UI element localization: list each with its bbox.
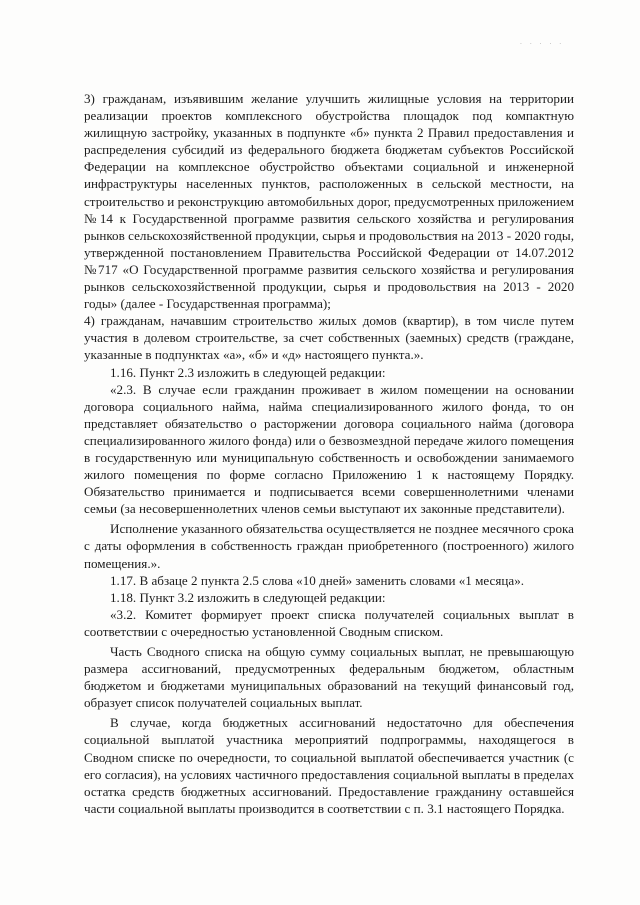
paragraph-list-part: Часть Сводного списка на общую сумму социальных выплат, не превышающую размера ассигнований, предусмотренных федеральным бюджетом, областным бюджетом и бюджетами муниципальных образований на текущий финансовый год, образует список получателей социальных выплат. [84, 644, 574, 711]
paragraph-item-4: 4) гражданам, начавшим строительство жилых домов (квартир), в том числе путем участия в долевом строительстве, за счет собственных (заемных) средств (граждане, указанные в подпунктах «а», «б» и «д» настоящего пункта.». [84, 313, 574, 363]
scan-marks: · · · · · [520, 41, 565, 48]
paragraph-1-16: 1.16. Пункт 2.3 изложить в следующей редакции: [110, 364, 386, 380]
paragraph-insufficient-funds: В случае, когда бюджетных ассигнований недостаточно для обеспечения социальной выплатой участника мероприятий подпрограммы, находящегося в Сводном списке по очередности, то социальной выплатой обеспечивается участник (с его согласия), на условиях частичного предоставления социальной выплаты в пределах остатка средств бюджетных ассигнований. Предоставление гражданину оставшейся части социальной выплаты производится в соответствии с п. 3.1 настоящего Порядка. [84, 715, 574, 816]
paragraph-1-17: 1.17. В абзаце 2 пункта 2.5 слова «10 дней» заменить словами «1 месяца». [110, 572, 525, 588]
paragraph-1-18: 1.18. Пункт 3.2 изложить в следующей редакции: [110, 589, 386, 605]
paragraph-obligation: Исполнение указанного обязательства осуществляется не позднее месячного срока с даты оформления в собственность граждан приобретенного (построенного) жилого помещения.». [84, 521, 574, 571]
paragraph-item-3: 3) гражданам, изъявившим желание улучшить жилищные условия на территории реализации проектов комплексного обустройства площадок под компактную жилищную застройку, указанных в подпункте «б» пункта 2 Правил предоставления и распределения субсидий из федерального бюджета бюджетам субъектов Российской Федерации на комплексное обустройство объектами социальной и инженерной инфраструктуры населенных пунктов, расположенных в сельской местности, на строительство и реконструкцию автомобильных дорог, предусмотренных приложением №14 к Государственной программе развития сельского хозяйства и регулирования рынков сельскохозяйственной продукции, сырья и продовольствия на 2013 - 2020 годы, утвержденной постановлением Правительства Российской Федерации от 14.07.2012 №717 «О Государственной программе развития сельского хозяйства и регулирования рынков сельскохозяйственной продукции, сырья и продовольствия на 2013 - 2020 годы» (далее - Государственная программа); [84, 91, 574, 312]
paragraph-2-3-text: «2.3. В случае если гражданин проживает в жилом помещении на основании договора социального найма, найма специализированного жилого фонда, то он представляет обязательство о расторжении договора социального найма (договора специализированного жилого фонда) или о безвозмездной передаче жилого помещения в государственную или муниципальную собственность и освобождении занимаемого жилого помещения по форме согласно Приложению 1 к настоящему Порядку. Обязательство принимается и подписывается всеми совершеннолетними членами семьи (за несовершеннолетних членов семьи выступают их законные представители). [84, 381, 574, 517]
paragraph-3-2-text: «3.2. Комитет формирует проект списка получателей социальных выплат в соответствии с очередностью установленной Сводным списком. [84, 606, 574, 639]
document-body [84, 90, 574, 817]
